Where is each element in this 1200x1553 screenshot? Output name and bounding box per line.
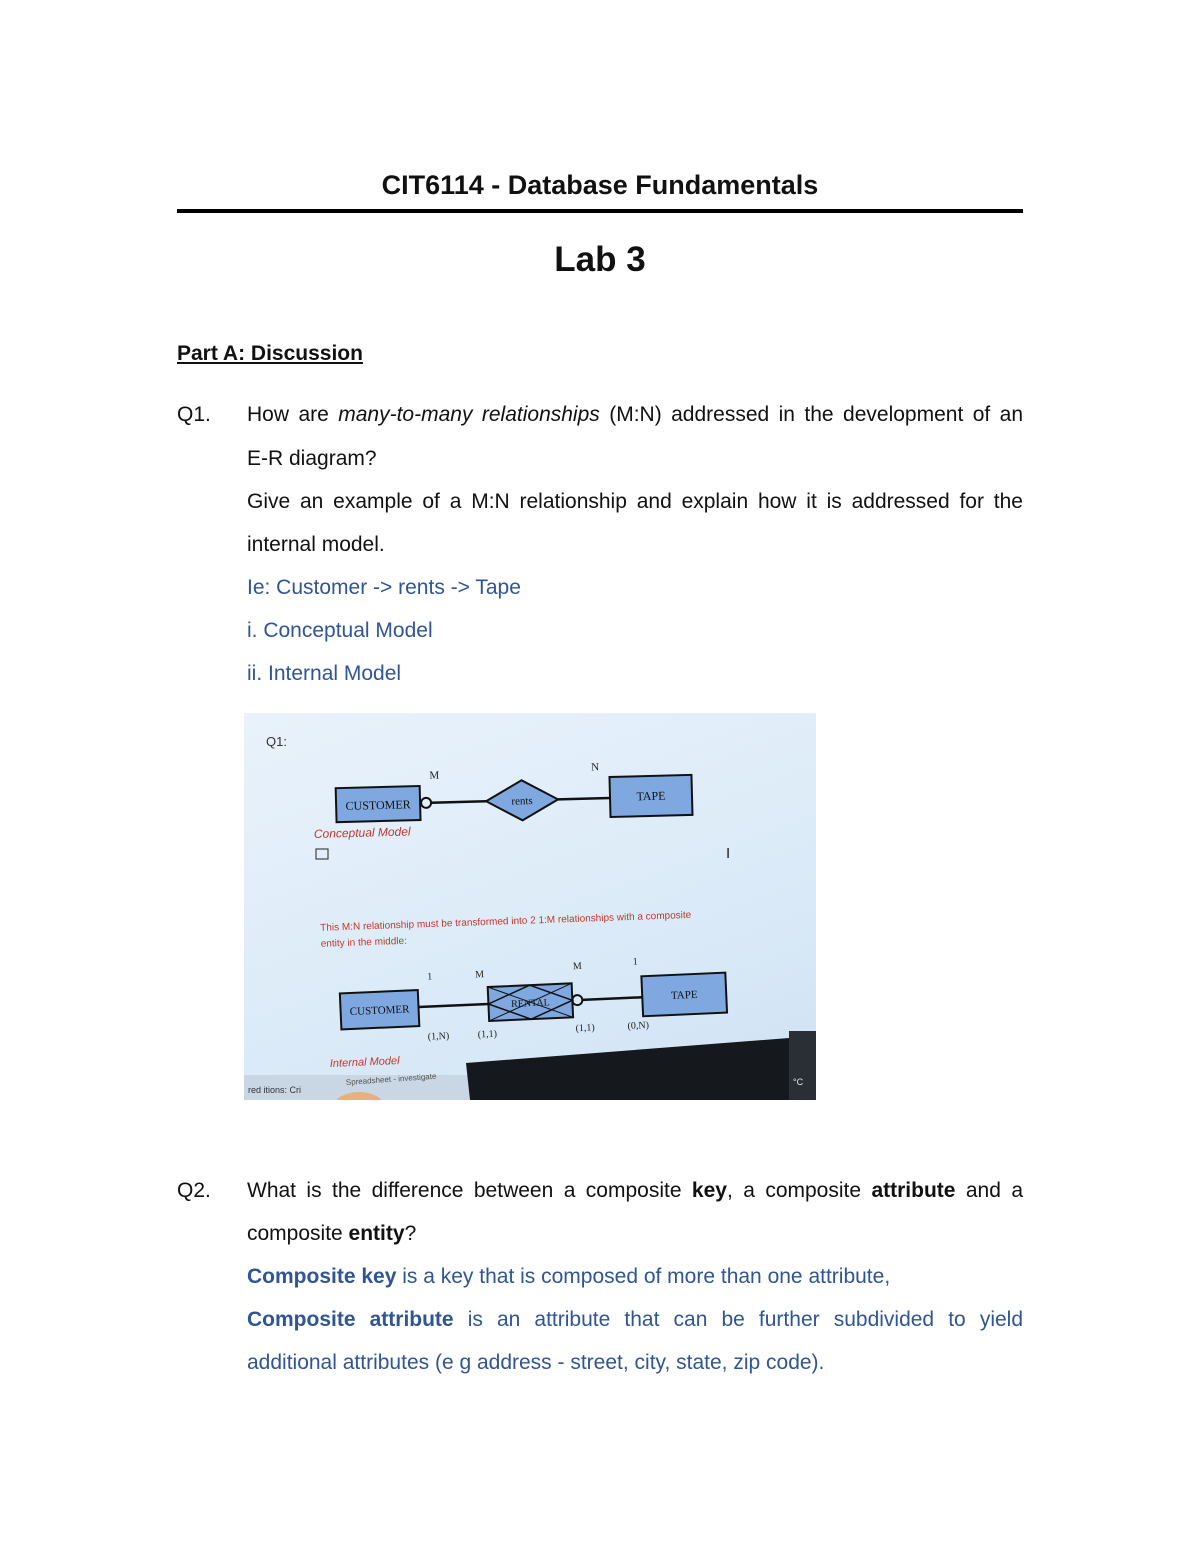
note-line-1: This M:N relationship must be transformed into 2 1:M relationships with a composite: [320, 909, 692, 934]
q1-line-1-italic: many-to-many relationships: [338, 403, 600, 426]
edge-temp-text: °C: [793, 1077, 804, 1087]
conceptual-diagram: [335, 759, 692, 825]
q2-line-2-pre: composite: [247, 1222, 349, 1245]
internal-customer-text: CUSTOMER: [349, 1003, 410, 1019]
note-line-2: entity in the middle:: [320, 935, 408, 950]
er-diagram-photo: [244, 713, 816, 1100]
q1-answer-internal: ii. Internal Model: [247, 662, 402, 685]
transform-note: [320, 910, 692, 950]
optional-circle-icon: [421, 798, 431, 808]
conceptual-customer-text: CUSTOMER: [345, 797, 411, 813]
figure-label: Q1:: [266, 734, 287, 749]
internal-rental-text: RENTAL: [510, 997, 551, 1011]
paste-icon: [316, 849, 328, 859]
q1-answer-conceptual: i. Conceptual Model: [247, 619, 433, 642]
q2-answer-1: [247, 1265, 1023, 1289]
q2-entity-bold: entity: [348, 1222, 405, 1245]
q1-line-3: Give an example of a M:N relationship and explain how it is addressed for the: [247, 490, 1023, 513]
internal-card-1: 1: [426, 971, 433, 983]
monitor-bezel: [466, 1038, 794, 1100]
q2-key-bold: key: [691, 1179, 727, 1202]
internal-part-2: (1,1): [477, 1028, 498, 1041]
q2-line-1-mid: , a composite: [726, 1179, 872, 1202]
conceptual-rents-text: rents: [511, 795, 533, 808]
part-a-heading: Part A: Discussion: [177, 342, 363, 365]
er-diagram-svg: [244, 713, 816, 1100]
q2-answer-2: [247, 1308, 1023, 1332]
internal-line-right: [582, 997, 642, 1000]
conceptual-card-n: N: [591, 761, 600, 774]
internal-diagram: [339, 953, 728, 1047]
internal-part-4: (0,N): [627, 1020, 650, 1032]
conceptual-caption: Conceptual Model: [313, 824, 411, 841]
internal-part-1: (1,N): [427, 1030, 450, 1043]
q2-answer-1-bold: Composite key: [247, 1265, 397, 1288]
internal-card-4: 1: [632, 956, 638, 968]
lab-title: Lab 3: [554, 240, 646, 279]
internal-part-3: (1,1): [575, 1022, 595, 1035]
q2-answer-2-bold: Composite attribute: [247, 1308, 454, 1331]
q1-label: Q1.: [177, 403, 211, 426]
internal-caption: Internal Model: [329, 1054, 400, 1070]
taskbar-text: red itions: Cri: [248, 1085, 302, 1095]
monitor-corner: [789, 1031, 816, 1100]
internal-line-left: [419, 1004, 489, 1007]
q2-label: Q2.: [177, 1179, 211, 1202]
internal-card-2: M: [474, 969, 485, 981]
q2-line-2-post: ?: [404, 1222, 417, 1245]
q2-attribute-bold: attribute: [871, 1179, 956, 1202]
conceptual-line-right: [558, 798, 610, 799]
q2-line-2: [247, 1222, 1023, 1246]
title-rule: [177, 209, 1023, 213]
conceptual-card-m: M: [429, 769, 440, 782]
q1-line-2: E-R diagram?: [247, 447, 377, 470]
internal-tape-text: TAPE: [670, 988, 698, 1003]
q2-answer-1-rest: is a key that is composed of more than one attribute,: [396, 1265, 891, 1288]
text-cursor-icon: I: [726, 845, 731, 862]
taskbar-text-2: Spreadsheet - investigate: [345, 1071, 437, 1087]
q1-line-1-pre: How are: [247, 403, 339, 426]
q1-line-4: internal model.: [247, 533, 385, 556]
q2-line-1: [247, 1179, 1023, 1203]
q1-line-1: [247, 403, 1023, 427]
conceptual-line-left: [431, 801, 486, 802]
conceptual-tape-text: TAPE: [636, 788, 666, 804]
q2-answer-3: additional attributes (e g address - street, city, state, zip code).: [247, 1351, 825, 1374]
q2-line-1-pre: What is the difference between a composite: [247, 1179, 692, 1202]
q1-answer-example: Ie: Customer -> rents -> Tape: [247, 576, 521, 599]
q2-answer-2-rest: is an attribute that can be further subdivided to yield: [453, 1308, 1024, 1331]
q1-line-1-post: (M:N) addressed in the development of an: [599, 403, 1024, 426]
q2-line-1-post: and a: [955, 1179, 1024, 1202]
internal-card-3: M: [572, 960, 583, 973]
course-title: CIT6114 - Database Fundamentals: [381, 170, 819, 200]
